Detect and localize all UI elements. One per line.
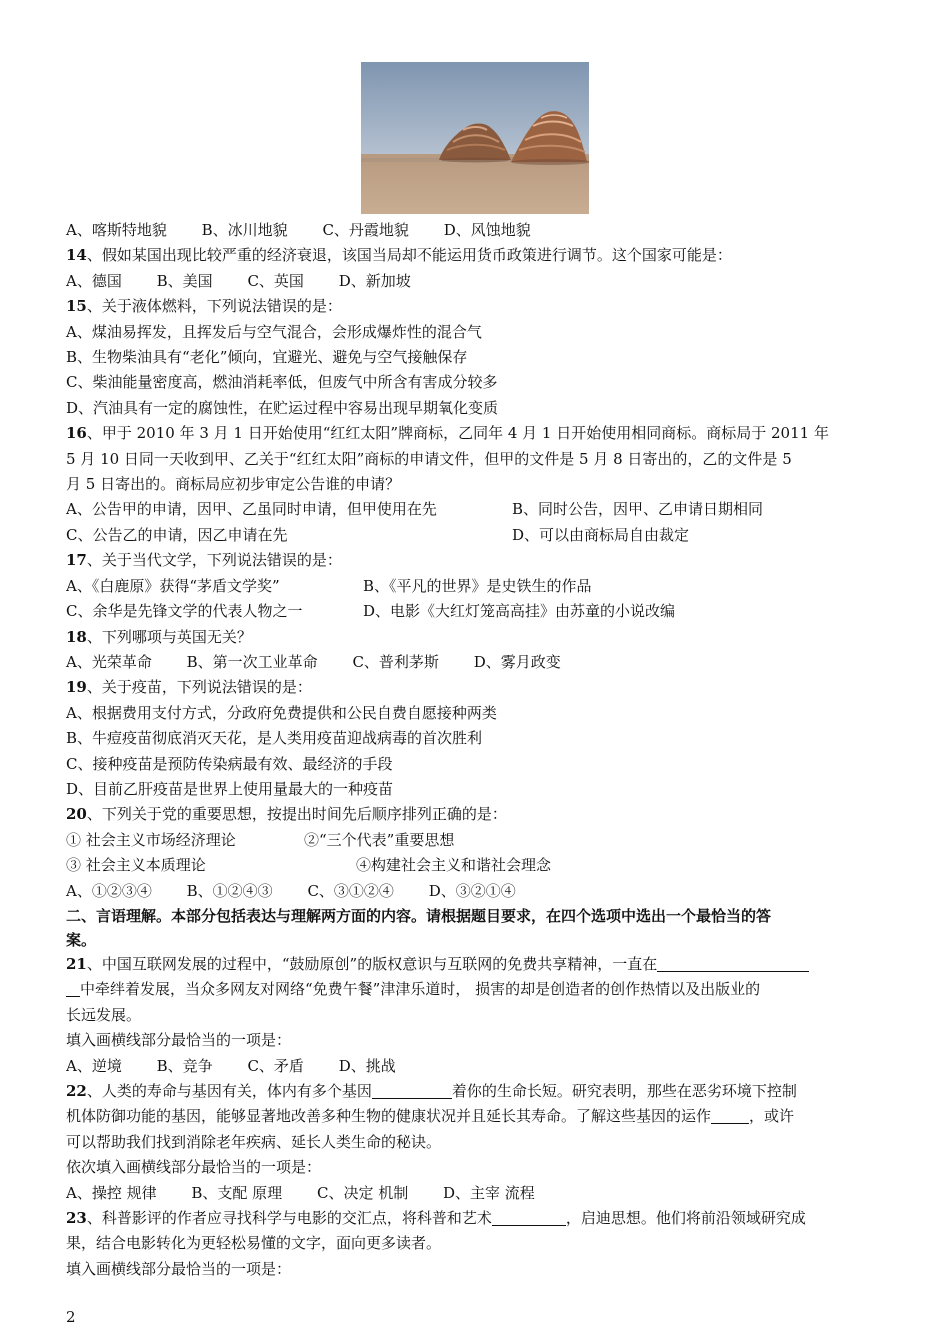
q14-option-a: A、德国	[66, 271, 122, 290]
q20-items-row2	[66, 853, 892, 878]
q19-option-a: A、根据费用支付方式，分政府免费提供和公民自费自愿接种两类	[66, 703, 497, 722]
q13-option-a: A、喀斯特地貌	[66, 221, 167, 239]
q21-option-b: B、竞争	[156, 1056, 213, 1075]
q13-option-b: B、冰川地貌	[201, 221, 288, 239]
q22-text-2a: 机体防御功能的基因，能够显著地改善多种生物的健康状况并且延长其寿命。了解这些基因的运作	[66, 1107, 712, 1126]
q20-option-b: B、①②④③	[186, 881, 273, 900]
q21-prompt: 填入画横线部分最恰当的一项是：	[66, 1031, 292, 1050]
q16-stem-line1	[66, 421, 892, 446]
q18-option-a: A、光荣革命	[66, 652, 152, 671]
q21-blank-b	[66, 980, 80, 997]
q18-text: 、下列哪项与英国无关？	[86, 627, 252, 646]
q15-number: 15	[66, 297, 87, 316]
q17-options-row2	[66, 599, 892, 624]
q22-text-1a: 、人类的寿命与基因有关，体内有多个基因	[86, 1082, 372, 1100]
q22-blank-2	[711, 1107, 749, 1124]
q18-options	[66, 650, 892, 675]
q19-option-c: C、接种疫苗是预防传染病最有效、最经济的手段	[66, 754, 393, 773]
q15-text: 、关于液体燃料，下列说法错误的是：	[86, 297, 342, 316]
q20-item-2: ②“三个代表”重要思想	[304, 830, 455, 849]
q22-option-a: A、操控 规律	[66, 1183, 157, 1202]
page-number: 2	[66, 1308, 76, 1326]
q19-option-d: D、目前乙肝疫苗是世界上使用量最大的一种疫苗	[66, 779, 394, 798]
q21-blank-a	[657, 955, 809, 972]
q16-option-d: D、可以由商标局自由裁定	[512, 525, 690, 544]
q20-options	[66, 879, 892, 904]
q22-number: 22	[66, 1082, 87, 1100]
q16-options-row2	[66, 523, 892, 548]
q13-option-c: C、丹霞地貌	[322, 221, 409, 239]
exam-content	[66, 218, 892, 1282]
q15-option-a: A、煤油易挥发，且挥发后与空气混合，会形成爆炸性的混合气	[66, 322, 482, 341]
q23-line2: 果，结合电影转化为更轻松易懂的文字，面向更多读者。	[66, 1234, 442, 1253]
q14-option-c: C、英国	[247, 271, 304, 290]
q19-text: 、关于疫苗，下列说法错误的是：	[86, 678, 312, 697]
q15-stem	[66, 294, 892, 319]
desert-landform-photo	[361, 62, 589, 214]
q22-options	[66, 1181, 892, 1206]
q22-option-d: D、主宰 流程	[443, 1183, 535, 1202]
q22-prompt: 依次填入画横线部分最恰当的一项是：	[66, 1158, 322, 1177]
q20-text: 、下列关于党的重要思想，按提出时间先后顺序排列正确的是：	[86, 805, 507, 824]
q21-number: 21	[66, 954, 87, 973]
q22-text-2b: ，或许	[749, 1107, 795, 1126]
q17-options-row1	[66, 574, 892, 599]
q22-text-1b: 着你的生命长短。研究表明，那些在恶劣环境下控制	[451, 1082, 797, 1100]
q19-stem	[66, 675, 892, 700]
q14-option-d: D、新加坡	[338, 271, 411, 290]
q23-text-1a: 、科普影评的作者应寻找科学与电影的交汇点，将科普和艺术	[86, 1209, 492, 1228]
q20-option-c: C、③①②④	[307, 881, 394, 900]
q21-text-2: 中牵绊着发展，当众多网友对网络“免费午餐”津津乐道时， 损害的却是创造者的创作热情以及出版业的	[80, 980, 761, 999]
q22-line1	[66, 1079, 892, 1104]
q23-line1	[66, 1206, 892, 1231]
q15-option-b: B、生物柴油具有“老化”倾向，宜避光、避免与空气接触保存	[66, 348, 468, 367]
q21-option-c: C、矛盾	[247, 1056, 304, 1075]
q21-line1	[66, 952, 892, 977]
q16-stem-line3: 月 5 日寄出的。商标局应初步审定公告谁的申请？	[66, 475, 401, 494]
q19-option-b: B、牛痘疫苗彻底消灭天花，是人类用疫苗迎战病毒的首次胜利	[66, 729, 483, 748]
q22-line3: 可以帮助我们找到消除老年疾病、延长人类生命的秘诀。	[66, 1132, 442, 1151]
q15-option-d: D、汽油具有一定的腐蚀性，在贮运过程中容易出现早期氧化变质	[66, 398, 499, 417]
q16-text-1: 、甲于 2010 年 3 月 1 日开始使用“红红太阳”牌商标，乙同年 4 月 1 日开始使用相同商标。商标局于 2011 年	[86, 424, 829, 443]
q15-option-c: C、柴油能量密度高，燃油消耗率低，但废气中所含有害成分较多	[66, 373, 498, 392]
q16-options-row1	[66, 497, 892, 522]
q17-option-b: B、《平凡的世界》是史铁生的作品	[363, 576, 592, 595]
q21-text-1: 、中国互联网发展的过程中，“鼓励原创”的版权意识与互联网的免费共享精神，一直在	[86, 954, 658, 973]
q20-option-a: A、①②③④	[66, 881, 152, 900]
q20-item-1: ① 社会主义市场经济理论	[66, 830, 236, 849]
q17-text: 、关于当代文学，下列说法错误的是：	[86, 551, 342, 570]
q23-number: 23	[66, 1209, 87, 1228]
q17-stem	[66, 548, 892, 573]
q22-line2	[66, 1104, 892, 1129]
q18-stem	[66, 625, 892, 650]
q14-text: 、假如某国出现比较严重的经济衰退，该国当局却不能运用货币政策进行调节。这个国家可能是：	[86, 246, 732, 265]
section-2-heading-line1: 二、言语理解。本部分包括表达与理解两方面的内容。请根据题目要求，在四个选项中选出一个最恰当的答	[66, 906, 772, 925]
q20-items-row1	[66, 828, 892, 853]
q16-option-b: B、同时公告，因甲、乙申请日期相同	[512, 500, 764, 519]
q22-blank-1	[372, 1082, 452, 1099]
q16-stem-line2: 5 月 10 日同一天收到甲、乙关于“红红太阳”商标的申请文件，但甲的文件是 5 月 8 日寄出的，乙的文件是 5	[66, 449, 792, 468]
q16-number: 16	[66, 424, 87, 443]
q21-line2	[66, 977, 892, 1002]
q18-option-c: C、普利茅斯	[352, 652, 439, 671]
q13-options	[66, 218, 892, 243]
q17-number: 17	[66, 551, 87, 570]
q18-option-b: B、第一次工业革命	[186, 652, 318, 671]
wind-erosion-landform-image	[361, 62, 589, 214]
q22-option-c: C、决定 机制	[316, 1183, 409, 1202]
q23-text-1b: ，启迪思想。他们将前沿领域研究成	[565, 1209, 806, 1228]
q14-number: 14	[66, 246, 87, 265]
q20-item-3: ③ 社会主义本质理论	[66, 856, 206, 875]
q17-option-a: A、《白鹿原》获得“茅盾文学奖”	[66, 576, 280, 595]
q20-item-4: ④构建社会主义和谐社会理念	[356, 856, 552, 875]
q18-number: 18	[66, 627, 87, 646]
q17-option-d: D、电影《大红灯笼高高挂》由苏童的小说改编	[363, 602, 676, 621]
q21-line3: 长远发展。	[66, 1005, 142, 1024]
q23-blank-1	[492, 1209, 566, 1226]
q20-number: 20	[66, 805, 87, 824]
q16-option-a: A、公告甲的申请，因甲、乙虽同时申请，但甲使用在先	[66, 500, 437, 519]
q21-options	[66, 1054, 892, 1079]
q18-option-d: D、雾月政变	[473, 652, 561, 671]
q14-stem	[66, 243, 892, 268]
q14-options	[66, 269, 892, 294]
q13-option-d: D、风蚀地貌	[443, 221, 531, 239]
q21-option-d: D、挑战	[338, 1056, 396, 1075]
q17-option-c: C、余华是先锋文学的代表人物之一	[66, 602, 303, 621]
q14-option-b: B、美国	[156, 271, 213, 290]
q21-option-a: A、逆境	[66, 1056, 122, 1075]
section-2-heading	[66, 904, 892, 952]
q16-option-c: C、公告乙的申请，因乙申请在先	[66, 525, 288, 544]
q22-option-b: B、支配 原理	[191, 1183, 283, 1202]
section-2-heading-line2: 案。	[66, 930, 97, 949]
q20-option-d: D、③②①④	[428, 881, 516, 900]
q20-stem	[66, 802, 892, 827]
q23-prompt: 填入画横线部分最恰当的一项是：	[66, 1259, 292, 1278]
q19-number: 19	[66, 678, 87, 697]
